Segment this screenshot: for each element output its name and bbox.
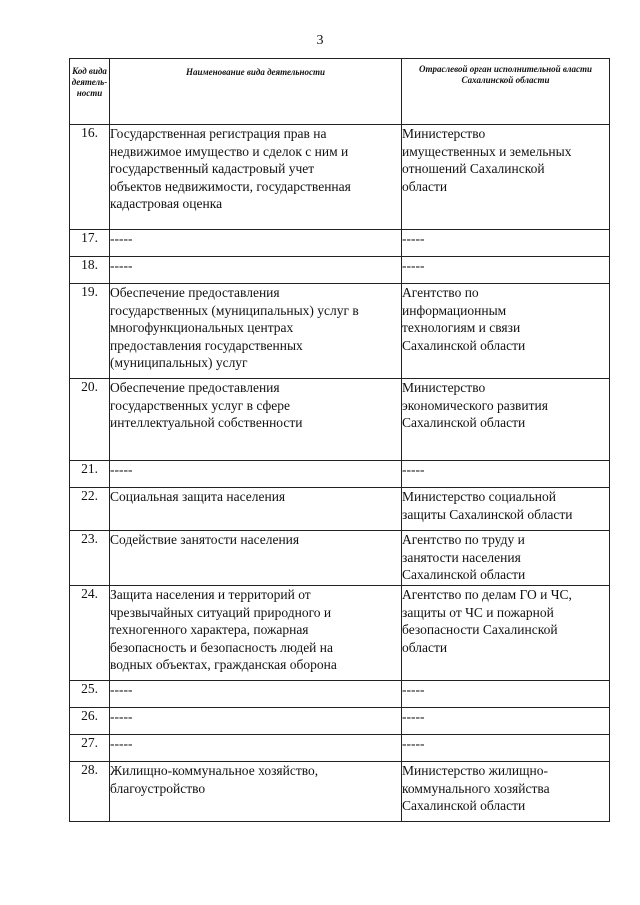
activities-table <box>69 58 610 822</box>
row-code: 24. <box>70 586 110 681</box>
row-activity-name: Обеспечение предоставления государственных услуг в сфере интеллектуальной собственности <box>110 379 402 461</box>
row-authority: ----- <box>402 230 610 257</box>
table-row <box>70 461 610 488</box>
table-row <box>70 735 610 762</box>
row-authority: Агентство по делам ГО и ЧС, защиты от ЧС и пожарной безопасности Сахалинской области <box>402 586 610 681</box>
row-activity-name: Жилищно-коммунальное хозяйство, благоустройство <box>110 762 402 822</box>
table-row <box>70 708 610 735</box>
table-row <box>70 230 610 257</box>
row-authority: ----- <box>402 735 610 762</box>
row-authority: ----- <box>402 257 610 284</box>
row-activity-name: ----- <box>110 461 402 488</box>
row-authority: Министерство социальной защиты Сахалинской области <box>402 488 610 531</box>
table-header-row <box>70 59 610 125</box>
row-code: 18. <box>70 257 110 284</box>
row-code: 22. <box>70 488 110 531</box>
row-authority: ----- <box>402 681 610 708</box>
table-row <box>70 531 610 586</box>
row-activity-name: ----- <box>110 708 402 735</box>
row-activity-name: ----- <box>110 257 402 284</box>
row-authority: Министерство жилищно- коммунального хозяйства Сахалинской области <box>402 762 610 822</box>
table-row <box>70 681 610 708</box>
row-authority: ----- <box>402 708 610 735</box>
row-authority: Министерство экономического развития Сахалинской области <box>402 379 610 461</box>
row-code: 21. <box>70 461 110 488</box>
table-row <box>70 488 610 531</box>
page-number: 3 <box>316 33 324 48</box>
header-code: Код вида деятель- ности <box>70 59 110 125</box>
row-code: 28. <box>70 762 110 822</box>
row-activity-name: Социальная защита населения <box>110 488 402 531</box>
row-code: 17. <box>70 230 110 257</box>
row-authority: Агентство по информационным технологиям и связи Сахалинской области <box>402 284 610 379</box>
table-row <box>70 586 610 681</box>
row-code: 20. <box>70 379 110 461</box>
row-activity-name: ----- <box>110 735 402 762</box>
row-activity-name: ----- <box>110 681 402 708</box>
table-row <box>70 379 610 461</box>
row-activity-name: Обеспечение предоставления государственных (муниципальных) услуг в многофункциональных центрах предоставления государственных (муниципальных) услуг <box>110 284 402 379</box>
header-activity-name: Наименование вида деятельности <box>110 59 402 125</box>
header-authority: Отраслевой орган исполнительной власти Сахалинской области <box>402 59 610 125</box>
row-authority: ----- <box>402 461 610 488</box>
row-authority: Агентство по труду и занятости населения Сахалинской области <box>402 531 610 586</box>
row-activity-name: ----- <box>110 230 402 257</box>
row-activity-name: Защита населения и территорий от чрезвычайных ситуаций природного и техногенного характера, пожарная безопасность и безопасность людей на водных объектах, гражданская оборона <box>110 586 402 681</box>
row-code: 26. <box>70 708 110 735</box>
table-row <box>70 257 610 284</box>
row-code: 19. <box>70 284 110 379</box>
table-row <box>70 284 610 379</box>
row-code: 27. <box>70 735 110 762</box>
row-authority: Министерство имущественных и земельных отношений Сахалинской области <box>402 125 610 230</box>
row-activity-name: Содействие занятости населения <box>110 531 402 586</box>
row-code: 25. <box>70 681 110 708</box>
table-row <box>70 125 610 230</box>
row-code: 23. <box>70 531 110 586</box>
row-code: 16. <box>70 125 110 230</box>
row-activity-name: Государственная регистрация прав на недвижимое имущество и сделок с ним и государственный кадастровый учет объектов недвижимости, государственная кадастровая оценка <box>110 125 402 230</box>
table-row <box>70 762 610 822</box>
